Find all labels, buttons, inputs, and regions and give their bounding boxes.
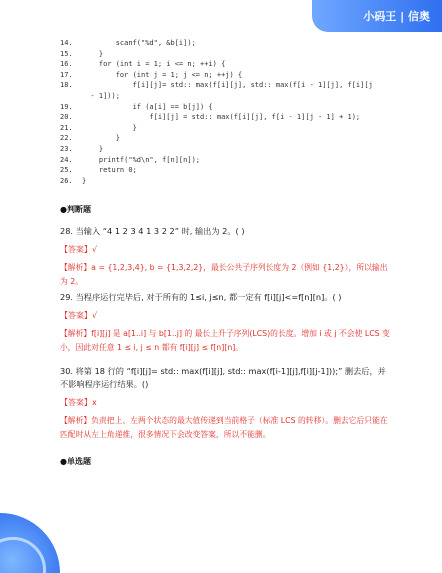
code-line-text: for (int j = 1; j <= n; ++j) { (82, 70, 243, 79)
section-title-judge: ●判断题 (60, 205, 91, 215)
answer-28: 【答案】√ (60, 245, 98, 255)
document-content (60, 38, 390, 477)
brand-label: 小码王 | 信奥 (363, 10, 430, 23)
answer-29: 【答案】√ (60, 311, 98, 321)
explanation-29: 【解析】f[i][j] 是 a[1..i] 与 b[1..j] 的 最长上升子序列(LCS)的长度。增加 i 或 j 不会使 LCS 变小，因此对任意 1 ≤ i, j ≤ n 都有 f[i][j] ≤ f[n][n]。 (60, 329, 390, 353)
code-line (60, 112, 390, 123)
code-line-text: scanf("%d", &b[i]); (82, 39, 196, 47)
code-line-text: f[i][j]= std:: max(f[i][j], std:: max(f[i - 1][j], f[i][j (82, 81, 373, 90)
code-line-number: 17. (60, 70, 73, 79)
section-title-single: ●单选题 (60, 457, 91, 467)
code-line-text: } (82, 144, 104, 153)
brand-banner (312, 0, 442, 32)
explanation-30: 【解析】负责把上、左两个状态的最大值传递到当前格子（标准 LCS 的转移）。删去它后只能在匹配时从左上角递推，很多情况下会改变答案，所以不能删。 (60, 416, 388, 440)
question-28: 28. 当输入 “4 1 2 3 4 1 3 2 2” 时, 输出为 2。( ) (60, 226, 245, 237)
code-line-number: 21. (60, 123, 73, 132)
code-line (60, 176, 390, 187)
code-line (60, 38, 390, 49)
code-line (60, 123, 390, 134)
code-line-number: 25. (60, 166, 73, 175)
code-line (60, 144, 390, 155)
code-line (60, 80, 390, 91)
code-line-number: 19. (60, 102, 73, 111)
code-line (60, 49, 390, 60)
code-line-text: return 0; (82, 166, 137, 175)
code-line-number: 18. (60, 81, 73, 90)
code-line-number: 20. (60, 113, 73, 122)
code-line (60, 155, 390, 166)
code-line-number: 16. (60, 60, 73, 69)
code-line (60, 70, 390, 81)
code-line (60, 133, 390, 144)
code-line-text: f[i][j] = std:: max(f[i][j], f[i - 1][j - 1] + 1); (82, 113, 361, 122)
code-block (60, 38, 390, 186)
code-line-text: for (int i = 1; i <= n; ++i) { (82, 60, 226, 69)
code-line-text: printf("%d\n", f[n][n]); (82, 155, 201, 164)
code-line-number: 14. (60, 39, 73, 47)
code-line-number: 24. (60, 155, 73, 164)
code-line-text: if (a[i] == b[j]) { (82, 102, 213, 111)
code-line-text: } (82, 123, 137, 132)
code-line (60, 91, 390, 102)
code-line-number: 26. (60, 176, 73, 185)
answer-30: 【答案】x (60, 398, 97, 408)
question-30: 30. 将第 18 行的 “f[i][j]= std:: max(f[i][j], std:: max(f[i-1][j],f[i][j-1]));” 删去后，并不影响程序运行结果。() (60, 366, 386, 390)
code-line (60, 102, 390, 113)
code-line-number: 22. (60, 134, 73, 143)
code-line-text: } (82, 49, 104, 58)
code-line (60, 59, 390, 70)
code-line-number: 15. (60, 49, 73, 58)
explanation-28: 【解析】a = {1,2,3,4}, b = {1,3,2,2}，最长公共子序列长度为 2（例如 {1,2}），所以输出为 2。 (60, 263, 388, 287)
code-line (60, 165, 390, 176)
decorative-corner (0, 503, 70, 573)
question-29: 29. 当程序运行完毕后, 对于所有的 1≤i, j≤n, 都一定有 f[i][j]<=f[n][n]。( ) (60, 292, 342, 303)
code-line-text: } (82, 176, 87, 185)
code-line-text: } (82, 134, 120, 143)
code-line-number: 23. (60, 144, 73, 153)
code-line-text: - 1])); (82, 91, 120, 100)
